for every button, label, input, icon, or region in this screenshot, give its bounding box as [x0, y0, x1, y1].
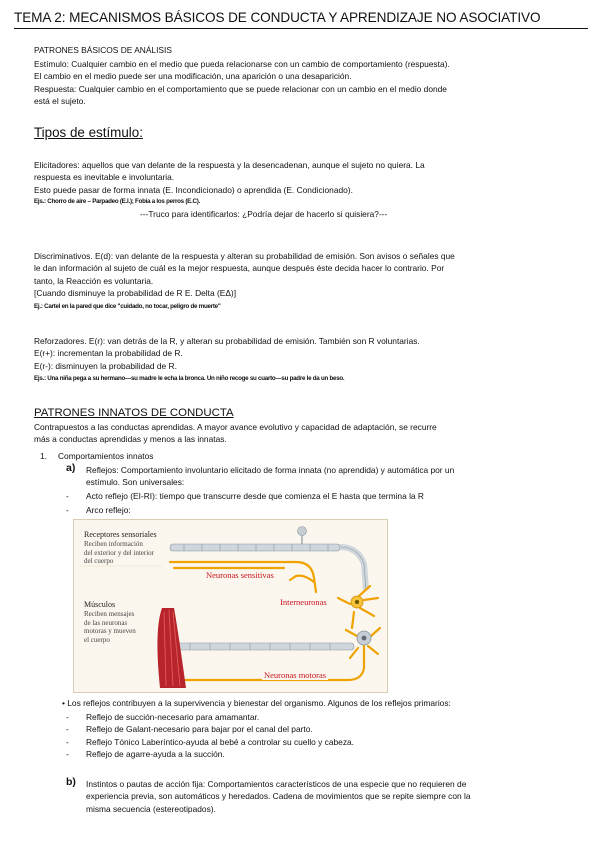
dash: -: [66, 749, 69, 760]
text-line: Instintos o pautas de acción fija: Comportamientos característicos de una especie que no requieren de: [86, 779, 467, 789]
receptores-desc: [84, 540, 154, 566]
receptores-title: Receptores sensoriales: [84, 530, 157, 539]
patrones-basicos-text: [34, 58, 574, 108]
patrones-basicos-heading: PATRONES BÁSICOS DE ANÁLISIS: [34, 45, 172, 55]
text-line: Discriminativos. E(d): van delante de la respuesta y alteran su probabilidad de emisión. Son avisos o señales que: [34, 251, 455, 261]
label-line: Reciben información: [84, 540, 143, 548]
dash: -: [66, 736, 69, 747]
reforzadores-section: [34, 335, 579, 372]
label-line: el cuerpo: [84, 635, 110, 644]
text-line: Respuesta: Cualquier cambio en el comportamiento que se puede relacionar con un cambio en el medio donde: [34, 83, 447, 94]
list-item-text: Reflejo de succión-necesario para amamantar.: [86, 712, 260, 722]
text-line: Reforzadores. E(r): van detrás de la R, y alteran su probabilidad de emisión. También son R voluntarias.: [34, 336, 420, 346]
dash: -: [66, 724, 69, 735]
list-item-text: Reflejo Tónico Laberíntico-ayuda al bebé a controlar su cuello y cabeza.: [86, 736, 355, 747]
musculos-title: Músculos: [84, 600, 116, 609]
text-line: Elicitadores: aquellos que van delante de la respuesta y la desencadenan, aunque el sujeto no quiera. La: [34, 160, 425, 170]
reflejos-primarios-list: [66, 711, 546, 761]
neuronas-sensitivas-label: Neuronas sensitivas: [206, 570, 274, 580]
text-line: E(r+): incrementan la probabilidad de R.: [34, 348, 183, 359]
text-line: Estímulo: Cualquier cambio en el medio que pueda relacionarse con un cambio de comportamiento (respuesta).: [34, 59, 450, 69]
elicitadores-trick: ---Truco para identificarlos: ¿Podría dejar de hacerlo si quisiera?---: [140, 209, 388, 219]
arco-reflejo-bullet: Arco reflejo:: [86, 505, 131, 515]
item-b-label: b): [66, 776, 76, 788]
instintos-text: [86, 778, 566, 815]
dash-2: -: [66, 505, 69, 515]
list-item: [66, 711, 546, 723]
text-line: le dan información al sujeto de cuál es la mejor respuesta, aunque después éste decida hacer lo contrario. Por: [34, 263, 445, 274]
text-line: E(r-): disminuyen la probabilidad de R.: [34, 360, 177, 371]
list-item-text: Reflejo de Galant-necesario para bajar por el canal del parto.: [86, 724, 313, 735]
label-line: de las neuronas: [84, 618, 128, 627]
reflejos-intro: • Los reflejos contribuyen a la supervivencia y bienestar del organismo. Algunos de los reflejos primarios:: [62, 698, 451, 708]
text-line: más a conductas aprendidas y menos a las innatas.: [34, 434, 227, 445]
dash-1: -: [66, 491, 69, 501]
list-title: Comportamientos innatos: [58, 451, 154, 461]
patrones-innatos-intro: [34, 421, 579, 446]
arco-reflejo-figure: [73, 519, 388, 693]
reforzadores-example: Ejs.: Una niña pega a su hermano—su madre le echa la bronca. Un niño recoge su cuarto—su padre le da un beso.: [34, 375, 345, 382]
label-line: del cuerpo: [84, 557, 114, 565]
text-line: tanto, la Reacción es voluntaria.: [34, 275, 154, 286]
label-line: del exterior y del interior: [84, 548, 154, 557]
text-line: está el sujeto.: [34, 96, 86, 107]
discriminativos-section: [34, 250, 594, 300]
elicitadores-section: [34, 159, 579, 196]
text-line: experiencia previa, son automáticos y heredados. Cadena de movimientos que se repite siempre con la: [86, 791, 471, 802]
label-line: motoras y mueven: [84, 627, 136, 635]
musculos-desc: [84, 610, 136, 644]
text-line: Esto puede pasar de forma innata (E. Incondicionado) o aprendida (E. Condicionado).: [34, 184, 353, 195]
interneuronas-label: Interneuronas: [280, 597, 327, 607]
patrones-innatos-heading: PATRONES INNATOS DE CONDUCTA: [34, 407, 234, 419]
text-line: respuesta es inevitable e involuntaria.: [34, 172, 175, 183]
acto-reflejo-bullet: Acto reflejo (EI-RI): tiempo que transcurre desde que comienza el E hasta que termina la R: [86, 491, 424, 501]
list-item: [66, 748, 546, 760]
list-number: 1.: [40, 451, 47, 461]
item-a-label: a): [66, 462, 76, 474]
reflejos-text: [86, 464, 546, 489]
text-line: estímulo. Son universales:: [86, 477, 185, 488]
label-line: Reciben mensajes: [84, 610, 135, 618]
page-title: TEMA 2: MECANISMOS BÁSICOS DE CONDUCTA Y APRENDIZAJE NO ASOCIATIVO: [14, 9, 588, 29]
text-line: [Cuando disminuye la probabilidad de R E. Delta (EΔ)]: [34, 288, 237, 299]
discriminativos-example: Ej.: Cartel en la pared que dice "cuidado, no tocar, peligro de muerte": [34, 303, 221, 310]
dash: -: [66, 712, 69, 722]
motor-neuron: [172, 643, 354, 650]
text-line: Contrapuestos a las conductas aprendidas. A mayor avance evolutivo y capacidad de adaptación, se recurre: [34, 422, 437, 432]
list-item: [66, 723, 546, 735]
text-line: Reflejos: Comportamiento involuntario elicitado de forma innata (no aprendida) y automática por un: [86, 465, 455, 475]
sensory-neuron: [170, 527, 366, 591]
list-item-text: Reflejo de agarre-ayuda a la succión.: [86, 749, 225, 760]
neuronas-motoras-label: Neuronas motoras: [264, 670, 327, 680]
text-line: El cambio en el medio puede ser una modificación, una aparición o una desaparición.: [34, 71, 352, 82]
elicitadores-example: Ejs.: Chorro de aire – Parpadeo (E.I.); Fobia a los perros (E.C).: [34, 198, 200, 205]
text-line: misma secuencia (estereotipados).: [86, 803, 216, 814]
list-item: [66, 736, 546, 748]
tipos-estimulo-heading: Tipos de estímulo:: [34, 125, 143, 140]
